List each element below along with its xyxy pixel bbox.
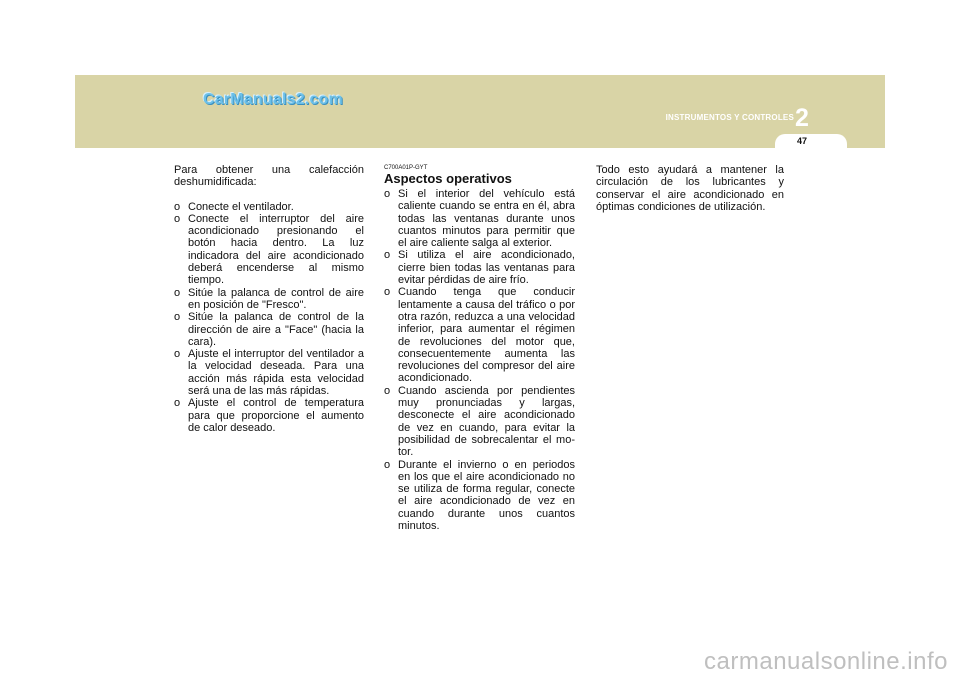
list-item: o Cuando tenga que conducir lentamente a causa del tráfico o por otra razón, reduzca a una velocidad inferior, para aumentar el régimen de revoluciones del motor que, consecuentemente aumenta las revoluciones del compresor del aire acondicionado. [384, 286, 575, 385]
bullet: o [174, 311, 181, 324]
bullet: o [384, 249, 391, 262]
list-item: o Cuando ascienda por pendientes muy pronunciadas y largas, desconecte el aire acondicionado de vez en cuando, para evitar la posibilidad de sobrecalentar el mo-tor. [384, 384, 575, 459]
list-item: o Ajuste el control de temperatura para que proporcione el aumento de calor deseado. [174, 397, 364, 434]
list-item: o Ajuste el interruptor del ventilador a la velocidad deseada. Para una acción más rápida esta velocidad será una de las más rápidas. [174, 348, 364, 398]
column-left [174, 164, 364, 434]
list-item: o Si el interior del vehículo está caliente cuando se entra en él, abra todas las ventanas durante unos cuantos minutos para permitir que el aire caliente salga al exterior. [384, 188, 575, 250]
bullet: o [384, 188, 391, 200]
column-middle [384, 164, 575, 532]
bullet: o [384, 384, 391, 397]
list-item: o Sitúe la palanca de control de aire en posición de "Fresco". [174, 286, 364, 311]
bullet: o [174, 212, 181, 225]
bullet: o [174, 286, 181, 299]
list-item: o Sitúe la palanca de control de la dirección de aire a "Face" (hacia la cara). [174, 311, 364, 348]
bullet: o [174, 348, 181, 361]
steps-list [174, 201, 364, 435]
page-number: 47 [796, 136, 807, 146]
list-item: o Durante el invierno o en periodos en los que el aire acondicionado no se utiliza de forma regular, conecte el aire acondicionado de vez en cuando durante unos cuantos minutos. [384, 458, 575, 533]
section-title: INSTRUMENTOS Y CONTROLES [665, 113, 794, 122]
list-item: o Conecte el interruptor del aire acondicionado presionando el botón hacia dentro. La luz indicadora del aire acondicionado deberá encenderse al mismo tiempo. [174, 212, 364, 287]
header-band [75, 75, 885, 148]
bullet: o [174, 200, 181, 213]
list-item: o Conecte el ventilador. [174, 200, 294, 213]
section-code: C700A01P-GYT [384, 165, 428, 171]
intro-paragraph: Para obtener una calefacción deshumidificada: [174, 164, 364, 189]
list-item: o Si utiliza el aire acondicionado, cierre bien todas las ventanas para evitar pérdidas de aire frío. [384, 249, 575, 287]
closing-paragraph: Todo esto ayudará a mantener la circulación de los lubricantes y conservar el aire acondicionado en óptimas condiciones de utilización. [596, 164, 784, 213]
watermark-carmanuals2[interactable]: CarManuals2.com [203, 91, 343, 108]
operating-tips-list [384, 188, 575, 532]
chapter-number: 2 [795, 104, 809, 132]
bullet: o [384, 458, 391, 471]
section-heading: Aspectos operativos [384, 171, 512, 186]
watermark-carmanualsonline[interactable]: carmanualsonline.info [704, 648, 948, 675]
bullet: o [174, 397, 181, 410]
column-right [596, 164, 784, 213]
bullet: o [384, 286, 391, 299]
